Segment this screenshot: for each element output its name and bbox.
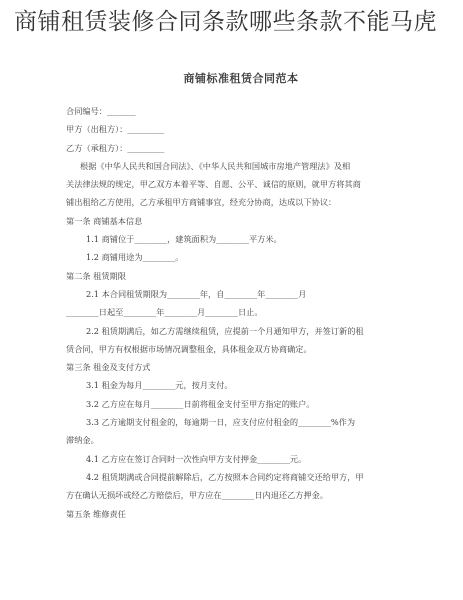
document-line: 3.3 乙方逾期支付租金的，每逾期一日，应支付应付租金的________%作为 [86,417,356,428]
document-line: 1.1 商铺位于________，建筑面积为________平方米。 [86,234,282,245]
document-line: 根据《中华人民共和国合同法》、《中华人民共和国城市房地产管理法》及相 [80,160,351,171]
document-line: ________日起至________年________月________日止。 [66,307,263,318]
document-line: 2.2 租赁期满后，如乙方需继续租赁，应提前一个月通知甲方，并签订新的租 [86,325,364,336]
document-line: 关法律法规的规定，甲乙双方本着平等、自愿、公平、诚信的原则，就甲方将其商 [66,179,361,190]
document-line: 第一条 商铺基本信息 [66,215,143,226]
document-line: 4.2 租赁期满或合同提前解除后，乙方按照本合同约定将商铺交还给甲方，甲 [86,471,364,482]
document-line: 4.1 乙方应在签订合同时一次性向甲方支付押金________元。 [86,453,307,464]
document-line: 2.1 本合同租赁期限为________年，自________年________月 [86,288,307,299]
document-title: 商铺标准租赁合同范本 [183,72,299,85]
contract-document [66,70,416,523]
document-line: 方在确认无损坏或经乙方赔偿后，甲方应在________日内退还乙方押金。 [66,490,329,501]
document-line: 甲方（出租方）：_________ [66,124,165,135]
document-line: 3.2 乙方应在每月________日前将租金支付至甲方指定的账户。 [86,398,315,409]
document-line: 滞纳金。 [66,435,99,446]
document-line: 3.1 租金为每月________元，按月支付。 [86,380,233,391]
document-line: 第二条 租赁期限 [66,270,126,281]
document-body [66,102,416,523]
document-line: 赁合同，甲方有权根据市场情况调整租金，具体租金双方协商确定。 [66,343,312,354]
document-line: 1.2 商铺用途为________。 [86,252,184,263]
document-line: 第三条 租金及支付方式 [66,362,151,373]
document-line: 第五条 维修责任 [66,508,126,519]
document-line: 铺出租给乙方使用，乙方承租甲方商铺事宜，经充分协商，达成以下协议： [66,197,337,208]
document-line: 合同编号：_______ [66,106,136,116]
document-line: 乙方（承租方）：_________ [66,142,165,153]
article-headline: 商铺租赁装修合同条款哪些条款不能马虎 [14,9,437,35]
